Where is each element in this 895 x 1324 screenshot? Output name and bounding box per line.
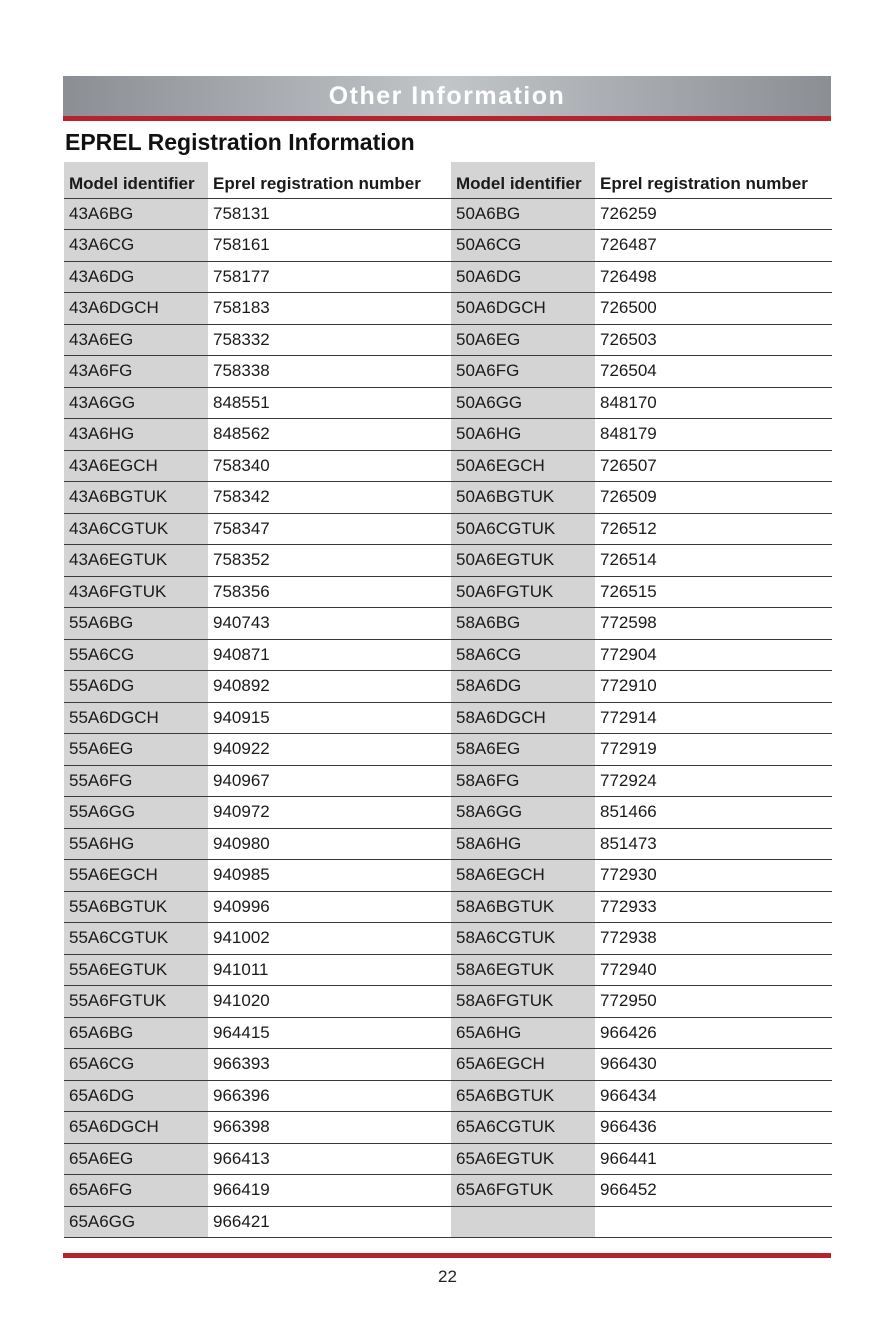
table-row xyxy=(64,513,832,545)
model-identifier-cell: 58A6EG xyxy=(451,734,595,766)
model-identifier-cell: 43A6EGTUK xyxy=(64,545,208,577)
eprel-number-cell: 772933 xyxy=(595,891,832,923)
model-identifier-cell: 65A6BG xyxy=(64,1017,208,1049)
table-body xyxy=(64,198,832,1238)
eprel-number-cell: 758347 xyxy=(208,513,451,545)
table-row xyxy=(64,923,832,955)
eprel-number-cell: 772914 xyxy=(595,702,832,734)
model-identifier-cell: 43A6DG xyxy=(64,261,208,293)
eprel-number-cell xyxy=(595,1206,832,1238)
eprel-number-cell: 758340 xyxy=(208,450,451,482)
table-row xyxy=(64,387,832,419)
eprel-number-cell: 772924 xyxy=(595,765,832,797)
table-row xyxy=(64,450,832,482)
header-eprel-number-left: Eprel registration number xyxy=(208,162,451,198)
eprel-number-cell: 726498 xyxy=(595,261,832,293)
model-identifier-cell: 65A6CG xyxy=(64,1049,208,1081)
model-identifier-cell: 55A6CGTUK xyxy=(64,923,208,955)
eprel-number-cell: 772910 xyxy=(595,671,832,703)
model-identifier-cell: 43A6FGTUK xyxy=(64,576,208,608)
eprel-number-cell: 940892 xyxy=(208,671,451,703)
model-identifier-cell: 43A6DGCH xyxy=(64,293,208,325)
model-identifier-cell: 58A6FGTUK xyxy=(451,986,595,1018)
model-identifier-cell: 50A6DG xyxy=(451,261,595,293)
model-identifier-cell: 50A6BGTUK xyxy=(451,482,595,514)
model-identifier-cell: 55A6BGTUK xyxy=(64,891,208,923)
eprel-number-cell: 726512 xyxy=(595,513,832,545)
eprel-number-cell: 940972 xyxy=(208,797,451,829)
section-banner xyxy=(63,76,831,116)
eprel-number-cell: 964415 xyxy=(208,1017,451,1049)
eprel-number-cell: 848179 xyxy=(595,419,832,451)
table-row xyxy=(64,954,832,986)
model-identifier-cell: 50A6BG xyxy=(451,198,595,230)
table-row xyxy=(64,828,832,860)
model-identifier-cell: 65A6GG xyxy=(64,1206,208,1238)
model-identifier-cell: 50A6GG xyxy=(451,387,595,419)
model-identifier-cell: 65A6EGTUK xyxy=(451,1143,595,1175)
model-identifier-cell: 50A6EGTUK xyxy=(451,545,595,577)
eprel-number-cell: 772940 xyxy=(595,954,832,986)
eprel-number-cell: 966393 xyxy=(208,1049,451,1081)
table-row xyxy=(64,639,832,671)
model-identifier-cell: 65A6FGTUK xyxy=(451,1175,595,1207)
eprel-number-cell: 940922 xyxy=(208,734,451,766)
model-identifier-cell: 55A6FG xyxy=(64,765,208,797)
model-identifier-cell: 43A6CG xyxy=(64,230,208,262)
eprel-number-cell: 758131 xyxy=(208,198,451,230)
model-identifier-cell: 43A6GG xyxy=(64,387,208,419)
eprel-number-cell: 772930 xyxy=(595,860,832,892)
eprel-number-cell: 941011 xyxy=(208,954,451,986)
model-identifier-cell: 55A6BG xyxy=(64,608,208,640)
table-header-row xyxy=(64,162,832,198)
model-identifier-cell: 65A6HG xyxy=(451,1017,595,1049)
table-row xyxy=(64,891,832,923)
model-identifier-cell: 58A6CGTUK xyxy=(451,923,595,955)
model-identifier-cell: 58A6BGTUK xyxy=(451,891,595,923)
header-model-identifier-left: Model identifier xyxy=(64,162,208,198)
eprel-number-cell: 726259 xyxy=(595,198,832,230)
eprel-number-cell: 941020 xyxy=(208,986,451,1018)
table-row xyxy=(64,860,832,892)
eprel-number-cell: 940980 xyxy=(208,828,451,860)
table-row xyxy=(64,702,832,734)
section-heading: EPREL Registration Information xyxy=(65,129,415,155)
eprel-number-cell: 772598 xyxy=(595,608,832,640)
table-row xyxy=(64,1049,832,1081)
eprel-number-cell: 758352 xyxy=(208,545,451,577)
model-identifier-cell: 58A6HG xyxy=(451,828,595,860)
model-identifier-cell: 55A6EGTUK xyxy=(64,954,208,986)
eprel-number-cell: 758356 xyxy=(208,576,451,608)
model-identifier-cell: 65A6DGCH xyxy=(64,1112,208,1144)
table-row xyxy=(64,734,832,766)
model-identifier-cell: 43A6CGTUK xyxy=(64,513,208,545)
eprel-number-cell: 726504 xyxy=(595,356,832,388)
model-identifier-cell: 58A6FG xyxy=(451,765,595,797)
model-identifier-cell: 65A6EG xyxy=(64,1143,208,1175)
eprel-number-cell: 851473 xyxy=(595,828,832,860)
eprel-number-cell: 966452 xyxy=(595,1175,832,1207)
model-identifier-cell: 55A6HG xyxy=(64,828,208,860)
eprel-number-cell: 940915 xyxy=(208,702,451,734)
table-row xyxy=(64,608,832,640)
eprel-number-cell: 726514 xyxy=(595,545,832,577)
eprel-number-cell: 726509 xyxy=(595,482,832,514)
eprel-number-cell: 726507 xyxy=(595,450,832,482)
eprel-number-cell: 726500 xyxy=(595,293,832,325)
table-row xyxy=(64,576,832,608)
model-identifier-cell: 43A6BG xyxy=(64,198,208,230)
eprel-number-cell: 772904 xyxy=(595,639,832,671)
eprel-number-cell: 940967 xyxy=(208,765,451,797)
table-row xyxy=(64,1112,832,1144)
model-identifier-cell: 50A6EG xyxy=(451,324,595,356)
table-row xyxy=(64,1080,832,1112)
eprel-number-cell: 758183 xyxy=(208,293,451,325)
table-row xyxy=(64,1143,832,1175)
model-identifier-cell: 43A6EGCH xyxy=(64,450,208,482)
model-identifier-cell xyxy=(451,1206,595,1238)
model-identifier-cell: 58A6GG xyxy=(451,797,595,829)
model-identifier-cell: 50A6HG xyxy=(451,419,595,451)
table-row xyxy=(64,797,832,829)
model-identifier-cell: 58A6CG xyxy=(451,639,595,671)
model-identifier-cell: 58A6EGTUK xyxy=(451,954,595,986)
model-identifier-cell: 50A6FGTUK xyxy=(451,576,595,608)
model-identifier-cell: 55A6CG xyxy=(64,639,208,671)
model-identifier-cell: 55A6DGCH xyxy=(64,702,208,734)
model-identifier-cell: 65A6FG xyxy=(64,1175,208,1207)
table-row xyxy=(64,671,832,703)
model-identifier-cell: 50A6CGTUK xyxy=(451,513,595,545)
model-identifier-cell: 65A6EGCH xyxy=(451,1049,595,1081)
table-row xyxy=(64,545,832,577)
table-row xyxy=(64,986,832,1018)
eprel-number-cell: 966426 xyxy=(595,1017,832,1049)
model-identifier-cell: 50A6EGCH xyxy=(451,450,595,482)
eprel-number-cell: 848170 xyxy=(595,387,832,419)
model-identifier-cell: 43A6HG xyxy=(64,419,208,451)
model-identifier-cell: 50A6FG xyxy=(451,356,595,388)
table-row xyxy=(64,1206,832,1238)
footer-accent-rule xyxy=(63,1253,831,1258)
table-row xyxy=(64,765,832,797)
table-row xyxy=(64,419,832,451)
eprel-number-cell: 848562 xyxy=(208,419,451,451)
eprel-number-cell: 940743 xyxy=(208,608,451,640)
model-identifier-cell: 43A6FG xyxy=(64,356,208,388)
page-number: 22 xyxy=(438,1267,457,1286)
model-identifier-cell: 55A6EGCH xyxy=(64,860,208,892)
table-row xyxy=(64,198,832,230)
banner-title: Other Information xyxy=(328,81,566,110)
header-model-identifier-right: Model identifier xyxy=(451,162,595,198)
table-row xyxy=(64,230,832,262)
model-identifier-cell: 55A6FGTUK xyxy=(64,986,208,1018)
eprel-number-cell: 966441 xyxy=(595,1143,832,1175)
model-identifier-cell: 58A6BG xyxy=(451,608,595,640)
eprel-number-cell: 772919 xyxy=(595,734,832,766)
eprel-number-cell: 966436 xyxy=(595,1112,832,1144)
eprel-number-cell: 966430 xyxy=(595,1049,832,1081)
eprel-number-cell: 726503 xyxy=(595,324,832,356)
table-row xyxy=(64,1175,832,1207)
header-eprel-number-right: Eprel registration number xyxy=(595,162,832,198)
model-identifier-cell: 58A6DGCH xyxy=(451,702,595,734)
model-identifier-cell: 55A6EG xyxy=(64,734,208,766)
eprel-number-cell: 966421 xyxy=(208,1206,451,1238)
table-row xyxy=(64,261,832,293)
table-row xyxy=(64,324,832,356)
eprel-number-cell: 758161 xyxy=(208,230,451,262)
eprel-number-cell: 940996 xyxy=(208,891,451,923)
eprel-number-cell: 966396 xyxy=(208,1080,451,1112)
table-row xyxy=(64,1017,832,1049)
model-identifier-cell: 50A6CG xyxy=(451,230,595,262)
eprel-number-cell: 758338 xyxy=(208,356,451,388)
model-identifier-cell: 65A6DG xyxy=(64,1080,208,1112)
eprel-number-cell: 966398 xyxy=(208,1112,451,1144)
model-identifier-cell: 50A6DGCH xyxy=(451,293,595,325)
eprel-number-cell: 758177 xyxy=(208,261,451,293)
model-identifier-cell: 58A6DG xyxy=(451,671,595,703)
model-identifier-cell: 55A6DG xyxy=(64,671,208,703)
eprel-number-cell: 772938 xyxy=(595,923,832,955)
eprel-number-cell: 966419 xyxy=(208,1175,451,1207)
model-identifier-cell: 65A6CGTUK xyxy=(451,1112,595,1144)
model-identifier-cell: 55A6GG xyxy=(64,797,208,829)
model-identifier-cell: 43A6EG xyxy=(64,324,208,356)
eprel-number-cell: 851466 xyxy=(595,797,832,829)
eprel-number-cell: 772950 xyxy=(595,986,832,1018)
eprel-number-cell: 940871 xyxy=(208,639,451,671)
table-row xyxy=(64,356,832,388)
eprel-registration-table xyxy=(64,162,832,1238)
eprel-number-cell: 726487 xyxy=(595,230,832,262)
model-identifier-cell: 43A6BGTUK xyxy=(64,482,208,514)
banner-accent-rule xyxy=(63,116,831,121)
eprel-number-cell: 966434 xyxy=(595,1080,832,1112)
eprel-number-cell: 758332 xyxy=(208,324,451,356)
eprel-number-cell: 758342 xyxy=(208,482,451,514)
table-row xyxy=(64,293,832,325)
eprel-number-cell: 940985 xyxy=(208,860,451,892)
eprel-number-cell: 848551 xyxy=(208,387,451,419)
eprel-number-cell: 966413 xyxy=(208,1143,451,1175)
eprel-number-cell: 726515 xyxy=(595,576,832,608)
model-identifier-cell: 58A6EGCH xyxy=(451,860,595,892)
table-row xyxy=(64,482,832,514)
model-identifier-cell: 65A6BGTUK xyxy=(451,1080,595,1112)
eprel-number-cell: 941002 xyxy=(208,923,451,955)
